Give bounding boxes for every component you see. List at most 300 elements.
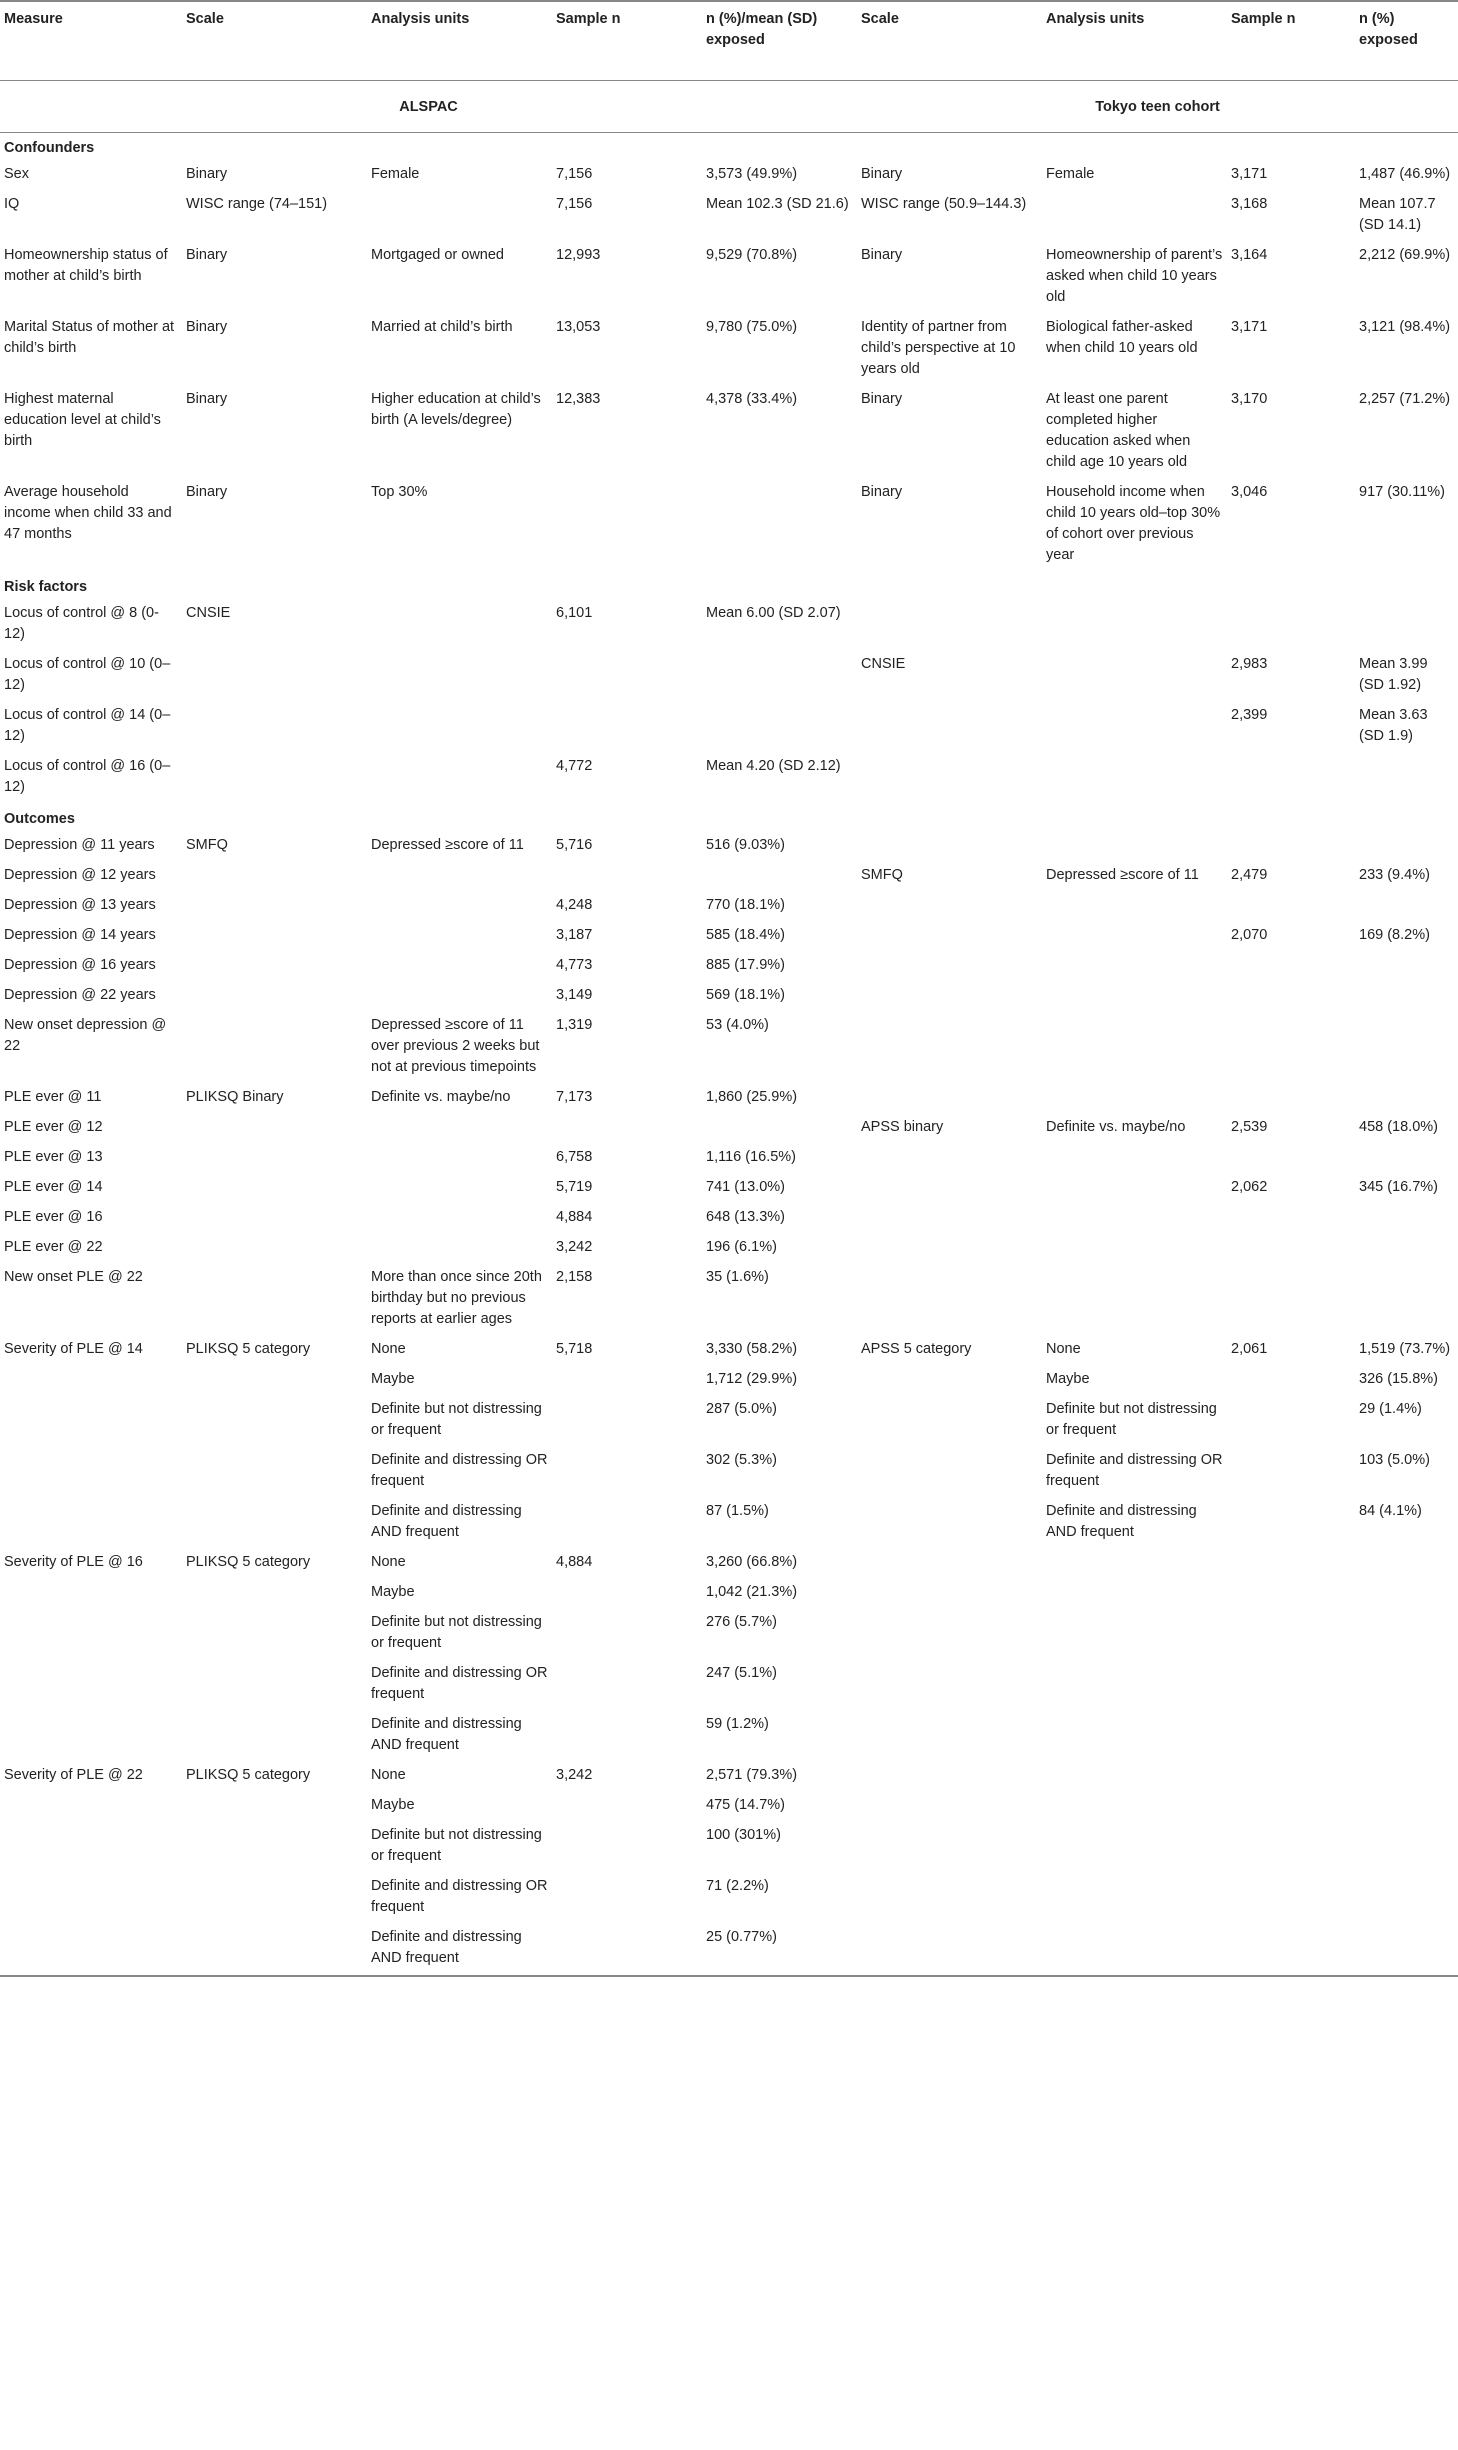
table-cell [857,1822,1042,1873]
table-cell [1042,1174,1227,1204]
table-cell [1042,1762,1227,1792]
table-cell [182,1924,367,1976]
table-cell: Definite but not distressing or frequent [1046,1401,1217,1438]
table-cell: Identity of partner from child’s perspective at 10 years old [861,319,1016,377]
table-row [0,1447,1458,1498]
table-cell [857,1204,1042,1234]
table-cell [1227,1084,1355,1114]
table-cell: PLE ever @ 11 [4,1089,102,1105]
table-cell: CNSIE [186,605,231,621]
table-cell: 2,257 (71.2%) [1359,391,1451,407]
table-row [0,1873,1458,1924]
table-row [0,600,1458,651]
col-header-scale-tokyo: Scale [861,11,899,27]
table-cell [367,1234,552,1264]
table-cell [1042,1924,1227,1976]
table-cell [702,479,857,572]
cohort-label-alspac: ALSPAC [0,81,857,133]
table-cell [0,1924,182,1976]
table-cell: 326 (15.8%) [1359,1371,1438,1387]
table-cell [857,1174,1042,1204]
table-row [0,892,1458,922]
table-row [0,1144,1458,1174]
table-cell [552,1447,702,1498]
table-cell [1042,1792,1227,1822]
table-cell [1355,1012,1458,1084]
table-row [0,982,1458,1012]
table-cell: None [371,1767,406,1783]
table-cell: 741 (13.0%) [706,1179,785,1195]
table-cell: 4,772 [556,758,593,774]
table-cell [0,1498,182,1549]
table-cell [857,892,1042,922]
table-cell: 2,061 [1231,1341,1268,1357]
table-cell: 1,319 [556,1017,593,1033]
table-cell: 84 (4.1%) [1359,1503,1422,1519]
col-header-measure: Measure [4,11,63,27]
table-cell [857,600,1042,651]
table-cell [1042,651,1227,702]
table-row [0,1204,1458,1234]
section-row [0,804,1458,832]
table-cell: 7,156 [556,196,593,212]
table-cell [1227,1204,1355,1234]
table-cell [1227,1549,1355,1579]
table-cell [1042,952,1227,982]
table-cell [1042,832,1227,862]
table-cell: Depression @ 22 years [4,987,156,1003]
table-cell [182,1609,367,1660]
table-cell [0,1396,182,1447]
table-cell: 5,716 [556,837,593,853]
table-cell [857,1366,1042,1396]
table-cell [702,862,857,892]
table-cell [1355,600,1458,651]
table-cell: Mean 102.3 (SD 21.6) [706,196,849,212]
table-cell: PLIKSQ 5 category [186,1767,311,1783]
table-cell [367,191,552,242]
table-cell [0,1711,182,1762]
table-row [0,1366,1458,1396]
table-cell [857,922,1042,952]
table-cell [0,1660,182,1711]
table-cell [1355,832,1458,862]
table-cell [1042,982,1227,1012]
table-cell: Average household income when child 33 and 47 months [4,484,172,542]
table-cell [0,1822,182,1873]
table-row [0,1762,1458,1792]
table-cell: 3,171 [1231,319,1268,335]
table-row [0,832,1458,862]
table-cell: Biological father-asked when child 10 years old [1046,319,1198,356]
table-cell: PLIKSQ 5 category [186,1341,311,1357]
table-cell: APSS binary [861,1119,944,1135]
table-cell [857,832,1042,862]
table-cell: Maybe [1046,1371,1090,1387]
col-header-exposed: n (%)/mean (SD) exposed [706,11,818,48]
table-cell [1042,892,1227,922]
table-cell: 169 (8.2%) [1359,927,1430,943]
table-cell: Mean 107.7 (SD 14.1) [1359,196,1436,233]
table-cell: Binary [186,247,228,263]
table-cell [1355,1609,1458,1660]
table-cell: 100 (301%) [706,1827,781,1843]
cohort-row [0,81,1458,133]
table-cell [1042,1549,1227,1579]
table-cell: Locus of control @ 16 (0–12) [4,758,171,795]
table-cell: Mortgaged or owned [371,247,504,263]
table-row [0,1396,1458,1447]
table-cell [857,1579,1042,1609]
table-cell [1227,600,1355,651]
table-cell [552,1498,702,1549]
table-cell: Depression @ 13 years [4,897,156,913]
table-cell [552,1609,702,1660]
col-header-analysis-units: Analysis units [371,11,470,27]
table-cell: WISC range (50.9–144.3) [861,196,1027,212]
table-cell [1227,982,1355,1012]
table-cell: 4,378 (33.4%) [706,391,798,407]
table-cell [1355,1144,1458,1174]
table-row [0,1579,1458,1609]
table-cell [552,1366,702,1396]
table-row [0,651,1458,702]
table-cell: 35 (1.6%) [706,1269,769,1285]
table-cell: 7,173 [556,1089,593,1105]
table-cell: Definite but not distressing or frequent [371,1401,542,1438]
table-cell [1227,892,1355,922]
table-cell [1355,1762,1458,1792]
table-cell [182,1366,367,1396]
table-cell [857,952,1042,982]
table-cell [1355,952,1458,982]
table-row [0,161,1458,191]
table-cell: Binary [861,484,903,500]
table-cell [0,1609,182,1660]
table-cell: Depression @ 11 years [4,837,155,853]
table-cell: 1,519 (73.7%) [1359,1341,1451,1357]
table-cell [1227,1396,1355,1447]
table-row [0,1114,1458,1144]
table-cell [1227,832,1355,862]
table-cell [552,1579,702,1609]
table-cell: New onset PLE @ 22 [4,1269,143,1285]
table-cell: 3,242 [556,1239,593,1255]
table-cell: 103 (5.0%) [1359,1452,1430,1468]
table-cell [552,1792,702,1822]
table-cell: None [371,1341,406,1357]
table-cell: Locus of control @ 8 (0-12) [4,605,159,642]
table-cell [182,1396,367,1447]
table-row [0,952,1458,982]
table-cell: 71 (2.2%) [706,1878,769,1894]
table-cell [367,702,552,753]
table-cell: 516 (9.03%) [706,837,785,853]
table-cell: 25 (0.77%) [706,1929,777,1945]
table-cell: 276 (5.7%) [706,1614,777,1630]
table-cell: Highest maternal education level at child’s birth [4,391,161,449]
table-cell: 2,399 [1231,707,1268,723]
table-cell: 1,116 (16.5%) [706,1149,797,1165]
table-cell: WISC range (74–151) [186,196,328,212]
table-cell: Definite vs. maybe/no [1046,1119,1186,1135]
table-cell [1227,1609,1355,1660]
table-cell [552,1873,702,1924]
table-cell [1227,1762,1355,1792]
table-cell: None [1046,1341,1081,1357]
table-cell: PLE ever @ 14 [4,1179,103,1195]
table-cell [182,702,367,753]
table-cell [182,862,367,892]
table-cell: Marital Status of mother at child’s birth [4,319,175,356]
table-cell: Maybe [371,1797,415,1813]
table-cell: 5,719 [556,1179,593,1195]
table-row [0,1924,1458,1976]
table-row [0,1609,1458,1660]
table-cell [367,1204,552,1234]
table-cell [1355,1924,1458,1976]
table-cell [552,651,702,702]
table-cell [182,1114,367,1144]
table-header [0,1,1458,81]
table-cell: 458 (18.0%) [1359,1119,1438,1135]
table-cell [857,1396,1042,1447]
table-cell [1355,1204,1458,1234]
table-cell: 2,212 (69.9%) [1359,247,1451,263]
table-cell [182,892,367,922]
table-cell [1042,753,1227,804]
table-cell: 3,171 [1231,166,1268,182]
table-cell [857,1792,1042,1822]
table-cell [1355,753,1458,804]
table-cell: 3,149 [556,987,593,1003]
table-cell [552,1924,702,1976]
table-cell [857,1144,1042,1174]
table-cell: 233 (9.4%) [1359,867,1430,883]
table-cell: Binary [861,166,903,182]
section-title: Confounders [4,140,95,156]
table-cell: Maybe [371,1371,415,1387]
table-cell [1355,1549,1458,1579]
table-cell [1227,753,1355,804]
table-cell [702,702,857,753]
table-row [0,1336,1458,1366]
table-cell: Binary [861,391,903,407]
table-cell: 12,993 [556,247,601,263]
table-cell: 4,248 [556,897,593,913]
table-cell [1042,1609,1227,1660]
table-cell [367,1144,552,1174]
table-body [0,81,1458,1977]
table-cell: 3,330 (58.2%) [706,1341,798,1357]
section-title: Risk factors [4,579,88,595]
section-row [0,572,1458,600]
table-cell: 3,121 (98.4%) [1359,319,1451,335]
table-cell [1042,191,1227,242]
table-cell: Binary [186,391,228,407]
table-cell [367,982,552,1012]
table-row [0,1234,1458,1264]
table-cell: 1,487 (46.9%) [1359,166,1451,182]
table-row [0,862,1458,892]
table-cell [1042,1711,1227,1762]
table-cell: 4,884 [556,1554,593,1570]
table-cell: 2,539 [1231,1119,1268,1135]
table-cell: Female [1046,166,1095,182]
table-cell: Sex [4,166,29,182]
table-cell [702,651,857,702]
table-row [0,1660,1458,1711]
table-cell: Married at child’s birth [371,319,513,335]
table-cell: Binary [186,319,228,335]
table-cell: 1,712 (29.9%) [706,1371,798,1387]
table-cell: 302 (5.3%) [706,1452,777,1468]
table-cell: 29 (1.4%) [1359,1401,1422,1417]
table-cell: APSS 5 category [861,1341,972,1357]
table-cell [1355,1660,1458,1711]
table-cell [182,1873,367,1924]
table-cell: Definite but not distressing or frequent [371,1614,542,1651]
table-cell: Maybe [371,1584,415,1600]
table-cell [552,1822,702,1873]
table-cell: Top 30% [371,484,428,500]
table-cell [1227,1447,1355,1498]
table-cell: 4,773 [556,957,593,973]
table-cell [367,922,552,952]
table-cell: 6,758 [556,1149,593,1165]
table-cell [1227,1144,1355,1174]
table-cell [552,479,702,572]
table-cell [1042,1264,1227,1336]
table-cell [1227,1366,1355,1396]
table-cell [182,1822,367,1873]
col-header-scale: Scale [186,11,224,27]
table-row [0,1792,1458,1822]
table-cell: 12,383 [556,391,601,407]
table-cell: 3,260 (66.8%) [706,1554,798,1570]
table-row [0,191,1458,242]
table-cell: Mean 3.63 (SD 1.9) [1359,707,1428,744]
table-cell: Definite vs. maybe/no [371,1089,511,1105]
table-cell [1355,1579,1458,1609]
table-cell [367,892,552,922]
table-cell: 475 (14.7%) [706,1797,785,1813]
table-cell: 3,242 [556,1767,593,1783]
table-cell [367,862,552,892]
table-row [0,1822,1458,1873]
table-cell [1042,1012,1227,1084]
col-header-analysis-units-tokyo: Analysis units [1046,11,1145,27]
table-row [0,1498,1458,1549]
table-cell [0,1792,182,1822]
table-cell: Mean 3.99 (SD 1.92) [1359,656,1428,693]
table-cell: Depression @ 14 years [4,927,156,943]
table-cell [182,1204,367,1234]
table-cell: Depression @ 16 years [4,957,156,973]
table-cell: New onset depression @ 22 [4,1017,167,1054]
table-cell [1042,600,1227,651]
table-cell [1042,1579,1227,1609]
table-cell [182,1711,367,1762]
table-cell: Locus of control @ 14 (0–12) [4,707,171,744]
table-cell: 585 (18.4%) [706,927,785,943]
table-cell: 1,860 (25.9%) [706,1089,798,1105]
table-cell [182,952,367,982]
table-cell: Binary [186,484,228,500]
table-cell [1227,1012,1355,1084]
table-cell [367,753,552,804]
table-cell: 13,053 [556,319,601,335]
table-cell: SMFQ [861,867,903,883]
table-cell: 1,042 (21.3%) [706,1584,798,1600]
table-cell [1042,1822,1227,1873]
table-cell: IQ [4,196,20,212]
table-cell: Mean 4.20 (SD 2.12) [706,758,841,774]
table-cell [367,651,552,702]
table-cell [1042,1234,1227,1264]
table-cell: Homeownership status of mother at child’s birth [4,247,168,284]
table-cell [1227,1711,1355,1762]
table-cell: 885 (17.9%) [706,957,785,973]
table-row [0,1174,1458,1204]
table-cell: 2,479 [1231,867,1268,883]
table-cell: Homeownership of parent’s asked when child 10 years old [1046,247,1223,305]
table-cell: Definite and distressing OR frequent [371,1452,548,1489]
table-cell [1042,922,1227,952]
table-cell [1227,1234,1355,1264]
table-cell [182,651,367,702]
table-cell [1227,1792,1355,1822]
table-cell [182,1234,367,1264]
table-cell: Depressed ≥score of 11 over previous 2 weeks but not at previous timepoints [371,1017,540,1075]
table-cell: SMFQ [186,837,228,853]
table-cell: 3,168 [1231,196,1268,212]
table-cell: More than once since 20th birthday but no previous reports at earlier ages [371,1269,542,1327]
table-cell [1355,1873,1458,1924]
table-cell: 7,156 [556,166,593,182]
table-cell: Binary [861,247,903,263]
table-cell [367,952,552,982]
table-cell: PLIKSQ 5 category [186,1554,311,1570]
table-cell: 770 (18.1%) [706,897,785,913]
table-cell: Severity of PLE @ 16 [4,1554,143,1570]
table-row [0,314,1458,386]
table-cell [182,922,367,952]
table-row [0,479,1458,572]
table-cell [857,1762,1042,1792]
table-cell [1355,1084,1458,1114]
table-cell [1355,1822,1458,1873]
table-cell: 59 (1.2%) [706,1716,769,1732]
table-cell [367,1114,552,1144]
table-cell [0,1447,182,1498]
table-cell: 9,780 (75.0%) [706,319,798,335]
table-row [0,1084,1458,1114]
table-cell [0,1873,182,1924]
table-cell: PLIKSQ Binary [186,1089,284,1105]
table-cell [552,1114,702,1144]
table-cell [182,753,367,804]
table-row [0,1012,1458,1084]
table-cell: PLE ever @ 16 [4,1209,103,1225]
table-cell: Definite and distressing OR frequent [371,1665,548,1702]
table-cell [1355,892,1458,922]
table-row [0,922,1458,952]
table-cell [857,1660,1042,1711]
table-cell [1355,982,1458,1012]
table-cell [182,1174,367,1204]
table-cell [552,1711,702,1762]
